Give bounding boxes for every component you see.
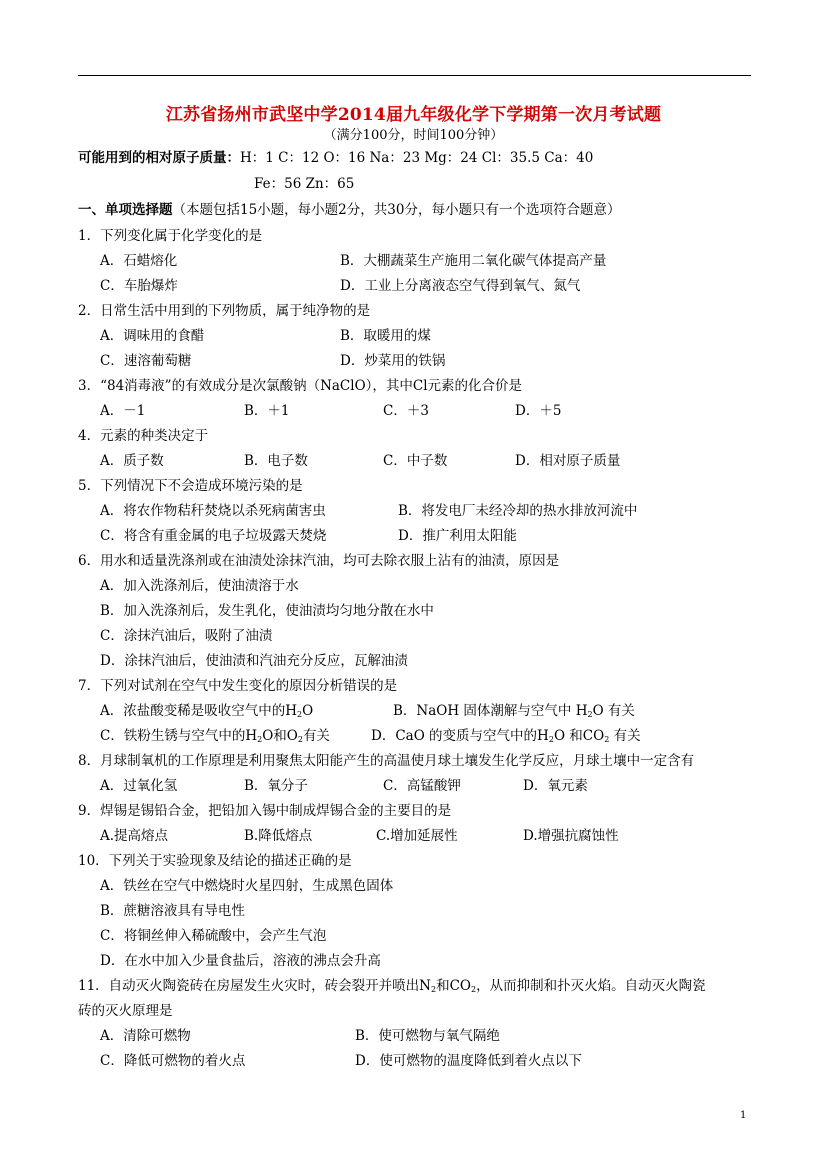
atomic-mass-values-2: Fe：56 Zn：65 <box>254 176 355 192</box>
q2-option-d: D．炒菜用的铁锅 <box>340 353 446 369</box>
q7-stem: 7．下列对试剂在空气中发生变化的原因分析错误的是 <box>78 678 398 694</box>
q3-option-b: B．＋1 <box>244 403 290 419</box>
q3-stem: 3．“84消毒液”的有效成分是次氯酸钠（NaClO），其中Cl元素的化合价是 <box>78 378 523 394</box>
q6-option-a: A．加入洗涤剂后，使油渍溶于水 <box>100 578 299 594</box>
q2-stem: 2．日常生活中用到的下列物质，属于纯净物的是 <box>78 303 371 319</box>
q8-option-d: D．氧元素 <box>523 778 588 794</box>
q8-option-a: A．过氧化氢 <box>100 778 178 794</box>
q1-option-d: D．工业上分离液态空气得到氧气、氮气 <box>340 278 581 294</box>
q3-option-c: C．＋3 <box>383 403 429 419</box>
q3-option-d: D．＋5 <box>515 403 562 419</box>
atomic-mass-values-1: H：1 C：12 O：16 Na：23 Mg：24 Cl：35.5 Ca：40 <box>240 150 594 166</box>
q3-option-a: A．－1 <box>100 403 146 419</box>
q4-stem: 4．元素的种类决定于 <box>78 428 209 444</box>
q5-stem: 5．下列情况下不会造成环境污染的是 <box>78 478 303 494</box>
q7-option-d: D．CaO 的变质与空气中的$H_2O$ 和$CO_2$ 有关 <box>371 728 641 744</box>
page-subtitle: （满分100分，时间100分钟） <box>323 128 504 143</box>
q11-stem-cont: 砖的灭火原理是 <box>78 1003 173 1019</box>
section-1-header <box>78 201 620 219</box>
q4-option-b: B．电子数 <box>244 453 308 469</box>
q9-option-b: B.降低熔点 <box>244 828 313 844</box>
q11-option-b: B．使可燃物与氧气隔绝 <box>355 1028 500 1044</box>
q5-option-b: B．将发电厂未经冷却的热水排放河流中 <box>398 503 638 519</box>
q9-option-d: D.增强抗腐蚀性 <box>523 828 619 844</box>
q5-option-c: C．将含有重金属的电子垃圾露天焚烧 <box>100 528 327 544</box>
q11-option-c: C．降低可燃物的着火点 <box>100 1053 246 1069</box>
q5-option-d: D．推广利用太阳能 <box>398 528 517 544</box>
q4-option-a: A．质子数 <box>100 453 164 469</box>
q10-option-d: D．在水中加入少量食盐后，溶液的沸点会升高 <box>100 953 381 969</box>
q1-option-a: A．石蜡熔化 <box>100 253 178 269</box>
q7-option-b: B．NaOH 固体潮解与空气中 $H_2O$ 有关 <box>393 703 635 719</box>
q6-option-d: D．涂抹汽油后，使油渍和汽油充分反应，瓦解油渍 <box>100 653 408 669</box>
q8-option-c: C．高锰酸钾 <box>383 778 461 794</box>
q7-option-c: C．铁粉生锈与空气中的$H_2O$和$O_2$有关 <box>100 728 330 744</box>
q10-stem: 10．下列关于实验现象及结论的描述正确的是 <box>78 853 352 869</box>
atomic-mass-label: 可能用到的相对原子质量： <box>78 150 240 166</box>
q1-option-b: B．大棚蔬菜生产施用二氧化碳气体提高产量 <box>340 253 607 269</box>
q11-option-a: A．清除可燃物 <box>100 1028 191 1044</box>
header-rule <box>78 75 751 76</box>
q2-option-c: C．速溶葡萄糖 <box>100 353 192 369</box>
section-1-title: 一、单项选择题 <box>78 202 173 218</box>
q4-option-c: C．中子数 <box>383 453 448 469</box>
page-number: 1 <box>740 1110 747 1121</box>
q10-option-b: B．蔗糖溶液具有导电性 <box>100 903 245 919</box>
q1-option-c: C．车胎爆炸 <box>100 278 178 294</box>
q9-option-a: A.提高熔点 <box>100 828 169 844</box>
q7-option-a: A．浓盐酸变稀是吸收空气中的$H_2O$ <box>100 703 314 719</box>
q2-option-b: B．取暖用的煤 <box>340 328 431 344</box>
q9-option-c: C.增加延展性 <box>376 828 458 844</box>
q1-stem: 1．下列变化属于化学变化的是 <box>78 228 263 244</box>
q10-option-a: A．铁丝在空气中燃烧时火星四射，生成黑色固体 <box>100 878 394 894</box>
q10-option-c: C．将铜丝伸入稀硫酸中，会产生气泡 <box>100 928 327 944</box>
q6-option-b: B．加入洗涤剂后，发生乳化，使油渍均匀地分散在水中 <box>100 603 434 619</box>
q5-option-a: A．将农作物秸秆焚烧以杀死病菌害虫 <box>100 503 326 519</box>
q11-option-d: D．使可燃物的温度降低到着火点以下 <box>355 1053 582 1069</box>
q2-option-a: A．调味用的食醋 <box>100 328 205 344</box>
atomic-mass-line-1 <box>78 149 593 167</box>
page-title: 江苏省扬州市武坚中学2014届九年级化学下学期第一次月考试题 <box>165 105 662 125</box>
section-1-desc: （本题包括15小题，每小题2分，共30分，每小题只有一个选项符合题意） <box>172 202 621 218</box>
q8-option-b: B．氧分子 <box>244 778 308 794</box>
q9-stem: 9．焊锡是锡铅合金，把铅加入锡中制成焊锡合金的主要目的是 <box>78 803 452 819</box>
q11-stem: 11．自动灭火陶瓷砖在房屋发生火灾时，砖会裂开并喷出$N_2$和$CO_2$，从而抑制和扑灭火焰。自动灭火陶瓷 <box>78 978 706 994</box>
q6-stem: 6．用水和适量洗涤剂或在油渍处涂抹汽油，均可去除衣服上沾有的油渍，原因是 <box>78 553 560 569</box>
q4-option-d: D．相对原子质量 <box>515 453 621 469</box>
q6-option-c: C．涂抹汽油后，吸附了油渍 <box>100 628 273 644</box>
q8-stem: 8．月球制氧机的工作原理是利用聚焦太阳能产生的高温使月球土壤发生化学反应，月球土壤中一定含有 <box>78 753 695 769</box>
